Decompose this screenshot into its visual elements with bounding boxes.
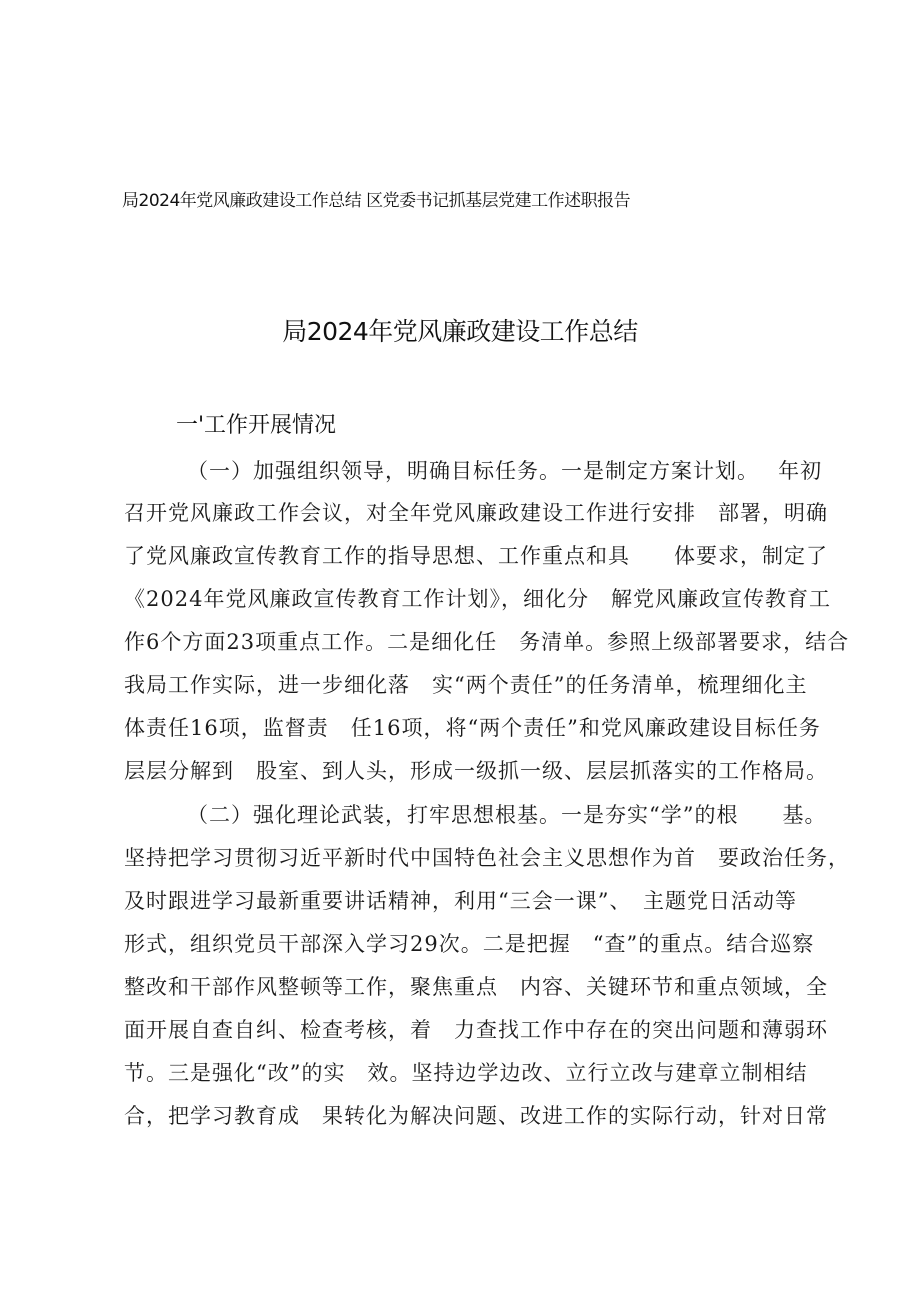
paragraph-line: 坚持把学习贯彻习近平新时代中国特色社会主义思想作为首 要政治任务，: [124, 846, 850, 870]
paragraph-line: 作6个方面23项重点工作。二是细化任 务清单。参照上级部署要求，结合: [124, 630, 850, 654]
paragraph-line: （一）加强组织领导，明确目标任务。一是制定方案计划。 年初: [187, 459, 823, 483]
paragraph-line: 合，把学习教育成 果转化为解决问题、改进工作的实际行动，针对日常: [124, 1104, 828, 1128]
paragraph-line: 我局工作实际，进一步细化落 实“两个责任”的任务清单，梳理细化主: [124, 673, 808, 697]
paragraph-line: 形式，组织党员干部深入学习29次。二是把握 “查”的重点。结合巡察: [124, 932, 815, 956]
paragraph-line: 了党风廉政宣传教育工作的指导思想、工作重点和具 体要求，制定了: [124, 544, 828, 568]
paragraph-line: 及时跟进学习最新重要讲话精神，利用“三会一课”、 主题党日活动等: [124, 889, 797, 913]
paragraph-line: （二）强化理论武装，打牢思想根基。一是夯实“学”的根 基。: [187, 803, 827, 827]
paragraph-line: 《2024年党风廉政宣传教育工作计划》，细化分 解党风廉政宣传教育工: [124, 587, 831, 611]
paragraph-line: 召开党风廉政工作会议，对全年党风廉政建设工作进行安排 部署，明确: [124, 501, 828, 525]
paragraph-line: 层层分解到 股室、到人头，形成一级抓一级、层层抓落实的工作格局。: [124, 759, 828, 783]
document-header: 局2024年党风廉政建设工作总结 区党委书记抓基层党建工作述职报告: [122, 191, 631, 211]
paragraph-line: 节。三是强化“改”的实 效。坚持边学边改、立行立改与建章立制相结: [124, 1061, 808, 1085]
document-title: 局2024年党风廉政建设工作总结: [282, 317, 638, 346]
section-heading: 一'工作开展情况: [176, 413, 337, 438]
paragraph-line: 体责任16项，监督责 任16项，将“两个责任”和党风廉政建设目标任务: [124, 716, 821, 740]
paragraph-line: 面开展自查自纠、检查考核，着 力查找工作中存在的突出问题和薄弱环: [124, 1018, 828, 1042]
paragraph-line: 整改和干部作风整顿等工作，聚焦重点 内容、关键环节和重点领域，全: [124, 975, 828, 999]
